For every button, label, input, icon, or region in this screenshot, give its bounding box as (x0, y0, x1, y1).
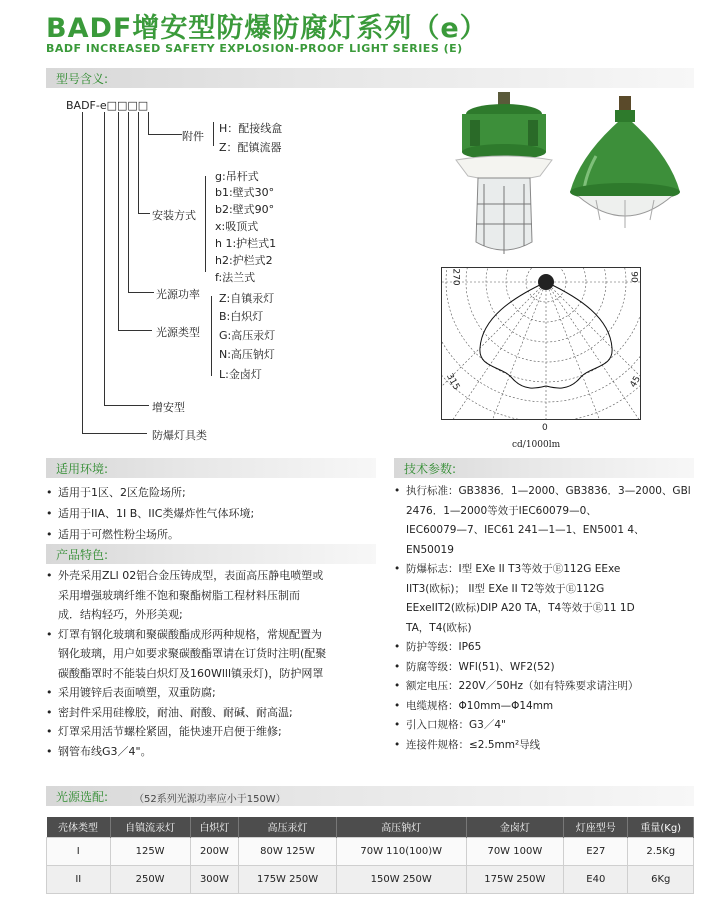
install-opt: f:法兰式 (215, 271, 256, 284)
section-light-bar (46, 786, 694, 806)
table-cell: 2.5Kg (628, 837, 694, 865)
table-header: 自镇流汞灯 (110, 817, 190, 837)
table-cell: E40 (564, 865, 628, 893)
table-header: 重量(Kg) (628, 817, 694, 837)
table-cell: 200W (190, 837, 239, 865)
accessory-opt-z: Z：配镇流器 (219, 141, 282, 154)
install-opt: h 1:护栏式1 (215, 237, 277, 250)
light-source-table (46, 817, 694, 894)
type-opt: Z:自镇汞灯 (219, 292, 275, 305)
polar-label-90: 90 (628, 271, 639, 283)
table-row (47, 837, 694, 865)
list-item: • 适用于IIA、1I B、IIC类爆炸性气体环境; (46, 503, 376, 524)
table-cell: E27 (564, 837, 628, 865)
list-item: • 防爆标志：I型 EXe II T3等效于Ⓔ112G EExe (394, 560, 700, 580)
table-header: 灯座型号 (564, 817, 628, 837)
section-features-bar (46, 544, 376, 564)
type-opt: N:高压钠灯 (219, 348, 275, 361)
list-item: • 防腐等级：WFl(51)、WF2(52) (394, 658, 700, 678)
list-item-cont: 碳酸酯罩时不能装白炽灯及160Wlll镇汞灯)，防护网罩 (58, 666, 324, 680)
list-item: • 防护等级：IP65 (394, 638, 700, 658)
table-cell: 175W 250W (466, 865, 564, 893)
polar-label-315: 315 (443, 372, 462, 392)
install-opt: b1:壁式30° (215, 186, 275, 199)
section-model-title: 型号含义: (56, 72, 109, 86)
table-cell: 250W (110, 865, 190, 893)
page-title: BADF增安型防爆防腐灯系列（e） (46, 13, 488, 44)
install-opt: b2:壁式90° (215, 203, 275, 216)
section-tech-title: 技术参数: (404, 462, 457, 476)
table-cell: 6Kg (628, 865, 694, 893)
lamp-photo-2 (566, 96, 684, 236)
list-item-cont: TA，T4(欧标) (406, 621, 472, 634)
section-tech-bar (394, 458, 694, 478)
table-cell: 300W (190, 865, 239, 893)
install-opt: h2:护栏式2 (215, 254, 273, 267)
type-opt: L:金卤灯 (219, 368, 262, 381)
list-item-cont: EExeIIT2(欧标)DIP A20 TA，T4等效于Ⓔ11 1D (406, 602, 635, 614)
list-item-cont: IEC60079—7、IEC61 241—1—1、EN5001 4、 (406, 524, 645, 536)
section-light-note: （52系列光源功率应小于150W） (134, 794, 286, 805)
list-item: • 灯罩采用活节螺栓紧固，能快速开启便于维修; (46, 722, 382, 742)
list-item: • 额定电压：220V／50Hz（如有特殊要求请注明） (394, 677, 700, 697)
list-item: • 引入口规格：G3／4" (394, 716, 700, 736)
table-cell: 175W 250W (239, 865, 337, 893)
list-item-cont: 采用增强玻璃纤维不饱和聚酯树脂工程材料压制而 (58, 588, 300, 602)
list-item: • 外壳采用ZLl 02铝合金压铸成型，表面高压静电喷塑或 (46, 566, 382, 586)
install-opt: x:吸顶式 (215, 220, 259, 233)
section-features-title: 产品特色: (56, 548, 109, 562)
list-item: • 钢管布线G3／4"。 (46, 742, 382, 762)
list-item-cont: IIT3(欧标)； II型 EXe II T2等效于Ⓔ112G (406, 582, 605, 595)
model-code: BADF-e□□□□ (66, 99, 149, 112)
list-item-cont: 成．结构轻巧，外形美观; (58, 608, 183, 621)
type-opt: G:高压汞灯 (219, 329, 276, 342)
type-opt: B:白炽灯 (219, 310, 264, 323)
table-header: 金卤灯 (466, 817, 564, 837)
tech-list (394, 482, 700, 755)
list-item: • 连接件规格：≤2.5mm²导线 (394, 736, 700, 756)
label-class: 防爆灯具类 (152, 429, 207, 442)
label-safety: 增安型 (152, 401, 185, 414)
section-model-bar (46, 68, 694, 88)
section-env-title: 适用环境: (56, 462, 109, 476)
list-item: • 适用于可燃性粉尘场所。 (46, 524, 376, 545)
list-item-cont: 钢化玻璃，用户如要求聚碳酸酯罩请在订货时注明(配聚 (58, 647, 327, 660)
env-list (46, 482, 376, 545)
lamp-photo-1 (448, 92, 560, 262)
table-header: 高压汞灯 (239, 817, 337, 837)
list-item-cont: EN50019 (406, 543, 454, 556)
list-item: • 适用于1区、2区危险场所; (46, 482, 376, 503)
install-opt: g:吊杆式 (215, 170, 259, 183)
table-cell: 150W 250W (336, 865, 466, 893)
page-subtitle: BADF INCREASED SAFETY EXPLOSION-PROOF LIGHT SERIES (E) (46, 42, 463, 55)
features-list (46, 566, 382, 761)
table-header: 白炽灯 (190, 817, 239, 837)
table-cell: 70W 100W (466, 837, 564, 865)
table-cell: II (47, 865, 111, 893)
polar-label-0: 0 (542, 423, 548, 433)
list-item: • 采用镀锌后表面喷塑，双重防腐; (46, 683, 382, 703)
accessory-opt-h: H：配接线盒 (219, 122, 283, 135)
polar-label-45: 45 (628, 374, 643, 390)
label-power: 光源功率 (156, 288, 200, 301)
list-item: • 电缆规格：Φ10mm—Φ14mm (394, 697, 700, 717)
table-cell: I (47, 837, 111, 865)
table-cell: 125W (110, 837, 190, 865)
list-item: • 执行标准：GB3836．1—2000、GB3836．3—2000、GBl 2476．1—2000等效于IEC60079—0、 (394, 482, 700, 521)
section-env-bar (46, 458, 376, 478)
list-item: • 灯罩有钢化玻璃和聚碳酸酯成形两种规格，常规配置为 (46, 625, 382, 645)
polar-unit: cd/1000lm (512, 440, 561, 450)
label-type: 光源类型 (156, 326, 200, 339)
table-header: 高压钠灯 (336, 817, 466, 837)
label-accessory: 附件 (182, 130, 204, 143)
table-row (47, 865, 694, 893)
section-light-title: 光源选配: (56, 790, 109, 804)
list-item: • 密封件采用硅橡胶，耐油、耐酸、耐碱、耐高温; (46, 703, 382, 723)
polar-label-270: 270 (450, 268, 461, 286)
polar-light-distribution (441, 267, 641, 420)
label-install: 安装方式 (152, 209, 196, 222)
table-header: 壳体类型 (47, 817, 111, 837)
table-cell: 70W 110(100)W (336, 837, 466, 865)
table-cell: 80W 125W (239, 837, 337, 865)
